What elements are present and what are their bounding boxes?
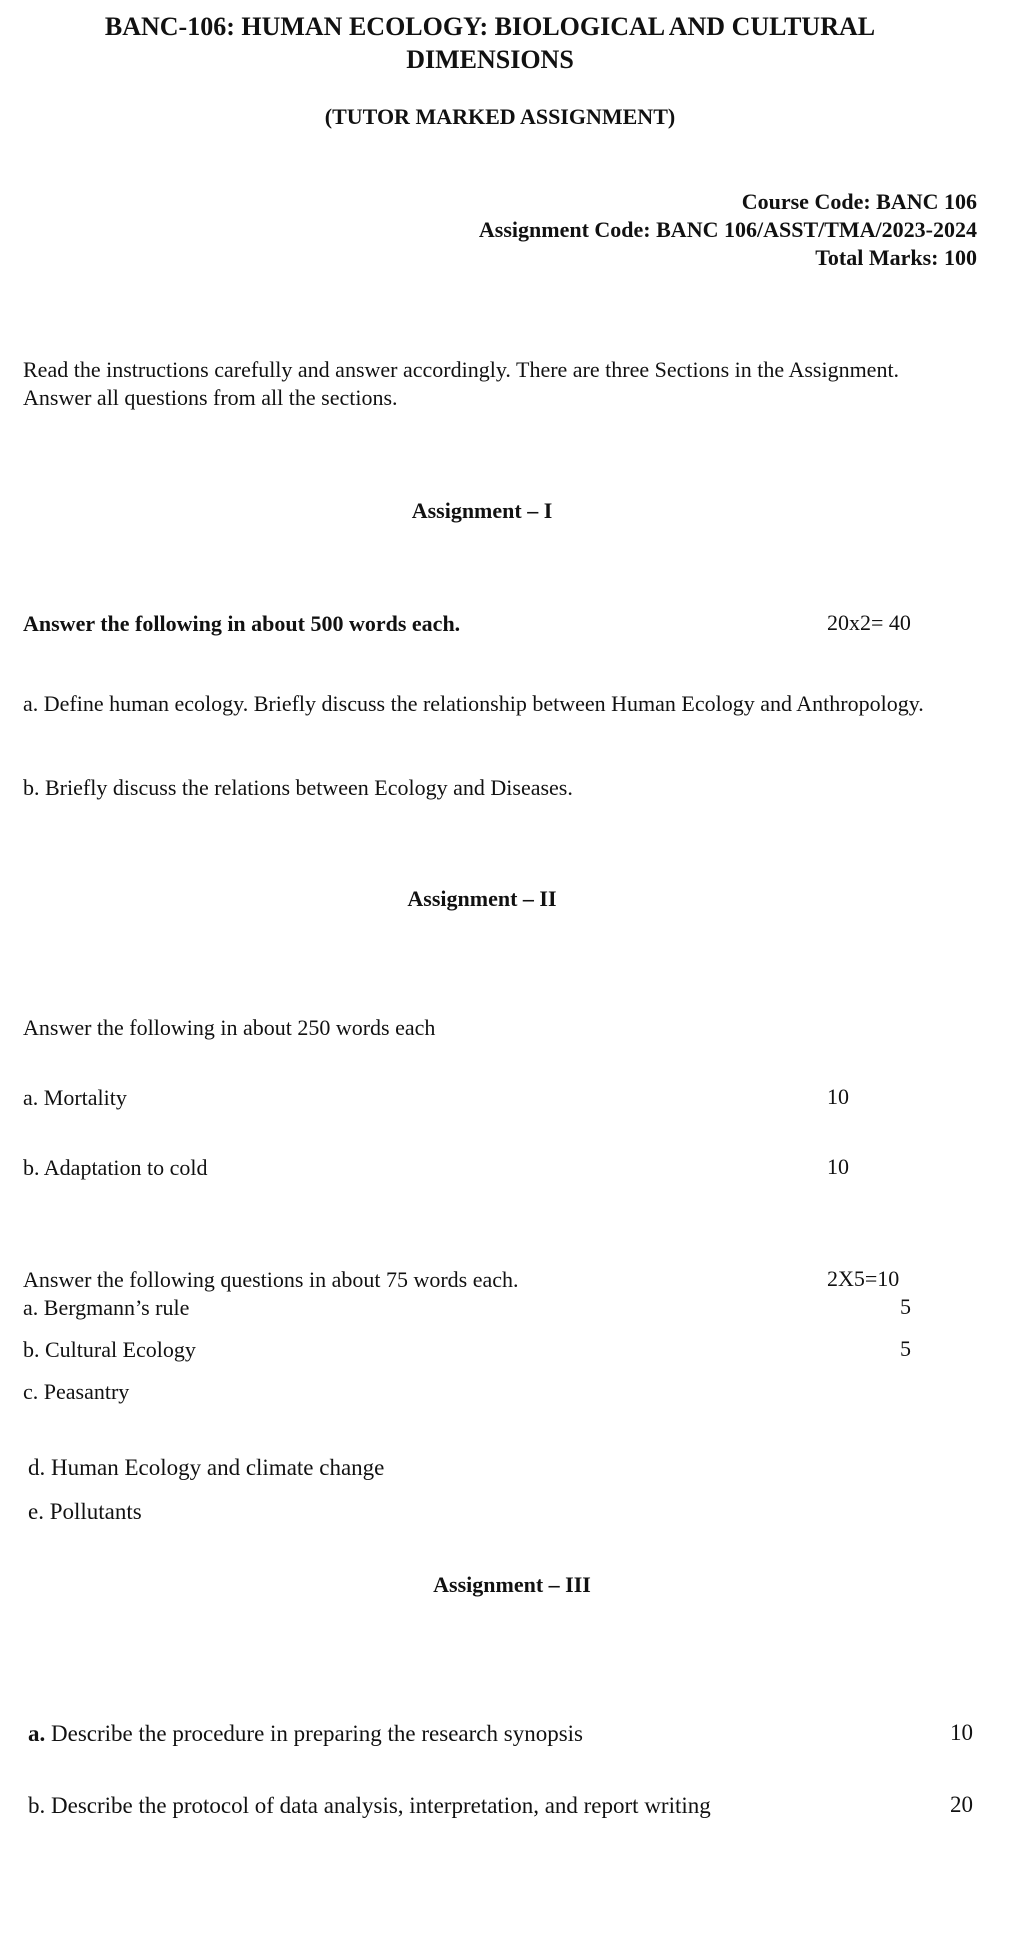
- assignment-1-marks: 20x2= 40: [827, 610, 911, 635]
- assignment-2-prompt-75: Answer the following questions in about 75 words each.: [23, 1267, 519, 1292]
- assignment-2-q250-a-marks: 10: [827, 1084, 849, 1109]
- total-marks: Total Marks: 100: [815, 245, 977, 270]
- assignment-3-question-a-marks: 10: [950, 1720, 973, 1745]
- assignment-2-q75-b: b. Cultural Ecology: [23, 1337, 196, 1362]
- assignment-1-heading: Assignment – I: [411, 498, 553, 523]
- assignment-2-prompt-250: Answer the following in about 250 words each: [23, 1015, 436, 1040]
- assignment-2-q75-b-marks: 5: [900, 1336, 911, 1361]
- assignment-2-q75-d: d. Human Ecology and climate change: [28, 1455, 385, 1480]
- assignment-2-q75-c: c. Peasantry: [23, 1379, 130, 1404]
- assignment-3-heading: Assignment – III: [433, 1572, 591, 1597]
- assignment-2-q75-a: a. Bergmann’s rule: [23, 1295, 190, 1320]
- assignment-3-question-a-text: Describe the procedure in preparing the research synopsis: [45, 1721, 583, 1746]
- assignment-1-question-a: a. Define human ecology. Briefly discuss the relationship between Human Ecology and Anthropology.: [23, 691, 924, 716]
- assignment-2-marks-75: 2X5=10: [827, 1266, 900, 1291]
- document-subtitle: (TUTOR MARKED ASSIGNMENT): [324, 104, 676, 129]
- assignment-3-question-b: b. Describe the protocol of data analysis, interpretation, and report writing: [28, 1793, 711, 1818]
- assignment-2-q250-b-marks: 10: [827, 1154, 849, 1179]
- assignment-3-question-b-marks: 20: [950, 1792, 973, 1817]
- document-title: BANC-106: HUMAN ECOLOGY: BIOLOGICAL AND CULTURAL DIMENSIONS: [104, 12, 876, 74]
- assignment-1-prompt: Answer the following in about 500 words each.: [23, 611, 461, 636]
- assignment-3-question-a: [28, 1720, 583, 1748]
- assignment-2-q250-a: a. Mortality: [23, 1085, 127, 1110]
- assignment-3-question-a-label: a.: [28, 1721, 46, 1746]
- assignment-code: Assignment Code: BANC 106/ASST/TMA/2023-2024: [478, 217, 977, 242]
- assignment-2-q250-b: b. Adaptation to cold: [23, 1155, 208, 1180]
- assignment-2-q75-a-marks: 5: [900, 1294, 911, 1319]
- course-code: Course Code: BANC 106: [741, 189, 977, 214]
- assignment-2-q75-e: e. Pollutants: [28, 1499, 142, 1524]
- assignment-1-question-b: b. Briefly discuss the relations between Ecology and Diseases.: [23, 775, 573, 800]
- assignment-2-heading: Assignment – II: [407, 886, 557, 911]
- instructions-paragraph: Read the instructions carefully and answer accordingly. There are three Sections in the Assignment. Answer all questions from all the sections.: [23, 357, 900, 410]
